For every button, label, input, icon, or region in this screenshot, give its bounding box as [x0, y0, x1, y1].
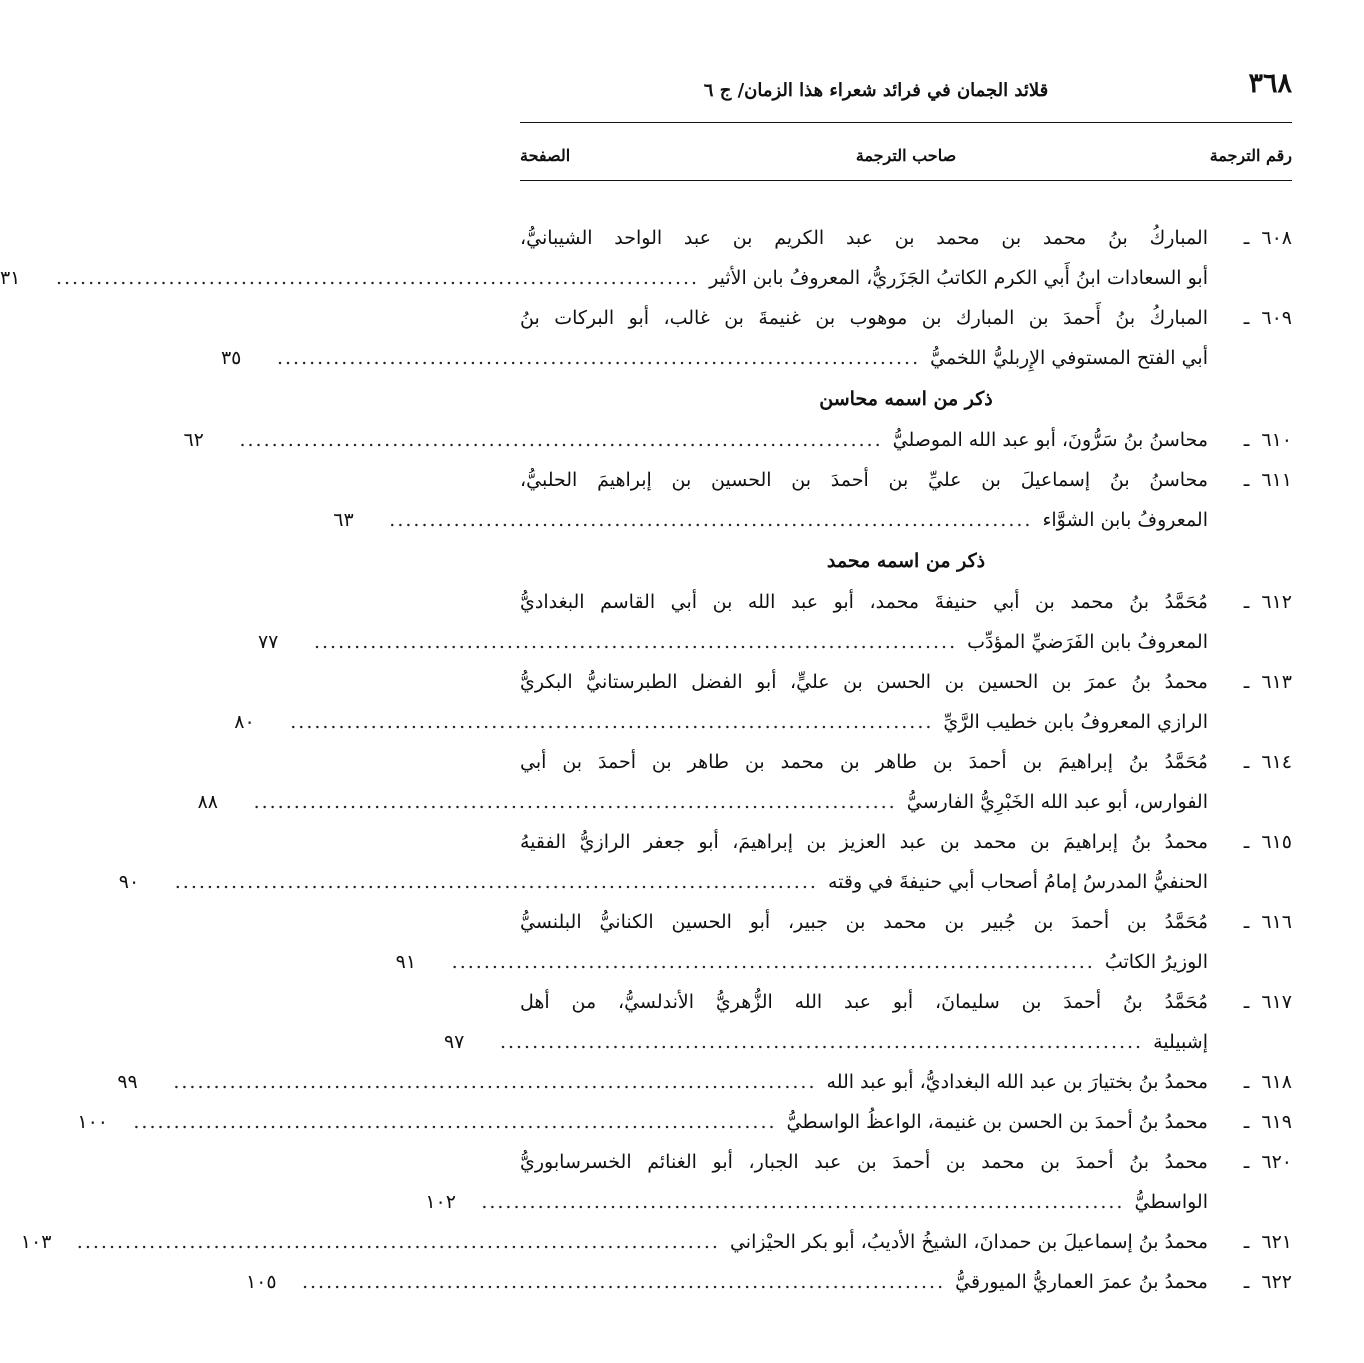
- index-entry: [118, 822, 1292, 902]
- entry-page: ١٠٣: [20, 1231, 52, 1253]
- entry-text: المعروفُ بابن الشوَّاء: [1042, 509, 1208, 531]
- entry-text: المباركُ بنُ أَحمدَ بن المبارك بن موهوب بن غنيمةَ بن غالب، أبو البركات بنُ: [520, 307, 1208, 329]
- leader-dots: ................................................................................: [290, 711, 934, 733]
- entry-text: أبي الفتح المستوفي الإِربليُّ اللخميُّ: [930, 347, 1208, 369]
- entry-number: ٦٢٢ـ: [1243, 1271, 1292, 1293]
- entry-number: ٦١٥ـ: [1243, 831, 1292, 853]
- leader-dots: ................................................................................: [313, 631, 958, 653]
- entry-text: الرازي المعروفُ بابن خطيب الرَّيِّ: [943, 711, 1208, 733]
- entry-number: ٦٠٨ـ: [1243, 227, 1292, 249]
- entry-text: المعروفُ بابن الفَرَضيِّ المؤدِّب: [967, 631, 1208, 653]
- column-header-rule: [520, 180, 1292, 181]
- index-entry: [425, 1142, 1292, 1222]
- column-header-page: الصفحة: [520, 146, 571, 165]
- leader-dots: ................................................................................: [481, 1191, 1125, 1213]
- entry-page: ٦٣: [333, 509, 354, 531]
- entry-number: ٦١٢ـ: [1243, 591, 1292, 613]
- index-entry: [443, 982, 1292, 1062]
- entry-text: محمدُ بنُ إبراهيمَ بن محمد بن عبد العزيز بن إبراهيمَ، أبو جعفر الرازيُّ الفقيهُ: [520, 831, 1208, 853]
- index-entry: [20, 1222, 1292, 1262]
- entry-page: ١٠٠: [77, 1111, 108, 1133]
- entry-page: ٧٧: [257, 631, 279, 653]
- entry-number: ٦١٩ـ: [1243, 1111, 1292, 1133]
- entry-text: الحنفيُّ المدرسُ إمامُ أصحاب أبي حنيفةَ في وقته: [827, 871, 1208, 893]
- page-number: ٣٦٨: [1248, 68, 1292, 99]
- index-entries: [0, 218, 1292, 1302]
- entry-page: ٩٠: [118, 871, 140, 893]
- entry-page: ٨٨: [197, 791, 218, 813]
- entry-text: محمدُ بنُ عمرَ بن الحسين بن الحسن بن عليٍّ، أبو الفضل الطبرستانيُّ البكريُّ: [520, 671, 1208, 693]
- index-entry: [0, 218, 1292, 298]
- column-header-number: رقم الترجمة: [1209, 146, 1292, 165]
- entry-text: المباركُ بنُ محمد بن محمد بن عبد الكريم بن عبد الواحد الشيبانيُّ،: [520, 227, 1208, 249]
- leader-dots: ................................................................................: [451, 951, 1095, 973]
- entry-text: محاسنُ بنُ سَرُّونَ، أبو عبد الله الموصليُّ: [892, 429, 1208, 451]
- index-entry: [234, 662, 1292, 742]
- entry-text: محمدُ بنُ عمرَ العماريُّ الميورقيُّ: [955, 1271, 1208, 1293]
- index-entry: [220, 298, 1292, 378]
- entry-text: الواسطيُّ: [1134, 1191, 1208, 1213]
- entry-number: ٦١٦ـ: [1243, 911, 1292, 933]
- entry-number: ٦١٤ـ: [1243, 751, 1292, 773]
- header-rule: [520, 122, 1292, 123]
- leader-dots: ................................................................................: [173, 1071, 817, 1093]
- entry-number: ٦١١ـ: [1243, 469, 1292, 491]
- leader-dots: ................................................................................: [301, 1271, 946, 1293]
- entry-number: ٦٢٠ـ: [1243, 1151, 1292, 1173]
- leader-dots: ................................................................................: [76, 1231, 720, 1253]
- leader-dots: ................................................................................: [239, 429, 883, 451]
- index-entry: [333, 460, 1292, 540]
- entry-text: مُحَمَّدُ بنُ أحمدَ بن سليمانَ، أبو عبد الله الزُّهريُّ الأندلسيُّ، من أهل: [520, 991, 1208, 1013]
- entry-text: محمدُ بنُ إسماعيلَ بن حمدانَ، الشيخُ الأديبُ، أبو بكر الحيْزاني: [729, 1231, 1208, 1253]
- book-title: قلائد الجمان في فرائد شعراء هذا الزمان/ ج ٦: [703, 80, 1049, 101]
- leader-dots: ................................................................................: [253, 791, 897, 813]
- column-headers: [520, 146, 1292, 172]
- leader-dots: ................................................................................: [499, 1031, 1144, 1053]
- leader-dots: ................................................................................: [55, 267, 700, 289]
- index-entry: [77, 1102, 1292, 1142]
- entry-text: إشبيلية: [1153, 1031, 1208, 1053]
- entry-page: ١٠٥: [245, 1271, 277, 1293]
- entry-text: محمدُ بنُ أحمدَ بن الحسن بن غنيمة، الواعظُ الواسطيُّ: [786, 1111, 1208, 1133]
- leader-dots: ................................................................................: [389, 509, 1033, 531]
- entry-page: ٦٢: [183, 429, 204, 451]
- leader-dots: ................................................................................: [174, 871, 818, 893]
- index-entry: [197, 742, 1292, 822]
- entry-number: ٦١٧ـ: [1243, 991, 1292, 1013]
- entry-text: محمدُ بنُ بختيارَ بن عبد الله البغداديُّ، أبو عبد الله: [826, 1071, 1208, 1093]
- entry-text: محاسنُ بنُ إسماعيلَ بن عليِّ بن أحمدَ بن الحسين بن إبراهيمَ الحلبيُّ،: [520, 469, 1208, 491]
- entry-page: ٨٠: [234, 711, 255, 733]
- entry-text: الوزيرُ الكاتبُ: [1104, 951, 1208, 973]
- entry-number: ٦١٣ـ: [1243, 671, 1292, 693]
- entry-page: ٩٩: [117, 1071, 138, 1093]
- entry-page: ١٠٢: [425, 1191, 456, 1213]
- index-entry: [183, 420, 1292, 460]
- entry-text: مُحَمَّدُ بنُ محمد بن أبي حنيفةَ محمد، أبو عبد الله بن أبي القاسم البغداديُّ: [520, 591, 1208, 613]
- index-entry: [257, 582, 1292, 662]
- entry-number: ٦١٨ـ: [1243, 1071, 1292, 1093]
- entry-text: أبو السعادات ابنُ أَبي الكرم الكاتبُ الجَزَريُّ، المعروفُ بابن الأثير: [709, 267, 1208, 289]
- entry-page: ٣١: [0, 267, 21, 289]
- leader-dots: ................................................................................: [133, 1111, 777, 1133]
- entry-page: ٩٧: [443, 1031, 465, 1053]
- entry-text: مُحَمَّدُ بن أحمدَ بن جُبير بن محمد بن جبير، أبو الحسين الكنانيُّ البلنسيُّ: [520, 911, 1208, 933]
- entry-number: ٦٠٩ـ: [1243, 307, 1292, 329]
- entry-page: ٣٥: [220, 347, 242, 369]
- entry-text: محمدُ بنُ أحمدَ بن محمد بن أحمدَ بن عبد الجبار، أبو الغنائم الخسرسابوريُّ: [520, 1151, 1208, 1173]
- column-header-name: صاحب الترجمة: [855, 146, 957, 165]
- entry-number: ٦٢١ـ: [1243, 1231, 1292, 1253]
- entry-text: الفوارس، أبو عبد الله الخَبْرِيُّ الفارسيُّ: [906, 791, 1208, 813]
- entry-text: مُحَمَّدُ بنُ إبراهيمَ بن أحمدَ بن طاهر بن محمد بن طاهر بن أحمدَ بن أبي: [520, 751, 1208, 773]
- entry-number: ٦١٠ـ: [1243, 429, 1292, 451]
- index-entry: [117, 1062, 1292, 1102]
- index-entry: [245, 1262, 1292, 1302]
- running-head: [520, 68, 1292, 108]
- index-entry: [395, 902, 1292, 982]
- leader-dots: ................................................................................: [276, 347, 921, 369]
- entry-page: ٩١: [395, 951, 417, 973]
- section-heading: ذكر من اسمه محاسن: [819, 388, 993, 410]
- section-heading: ذكر من اسمه محمد: [826, 550, 986, 572]
